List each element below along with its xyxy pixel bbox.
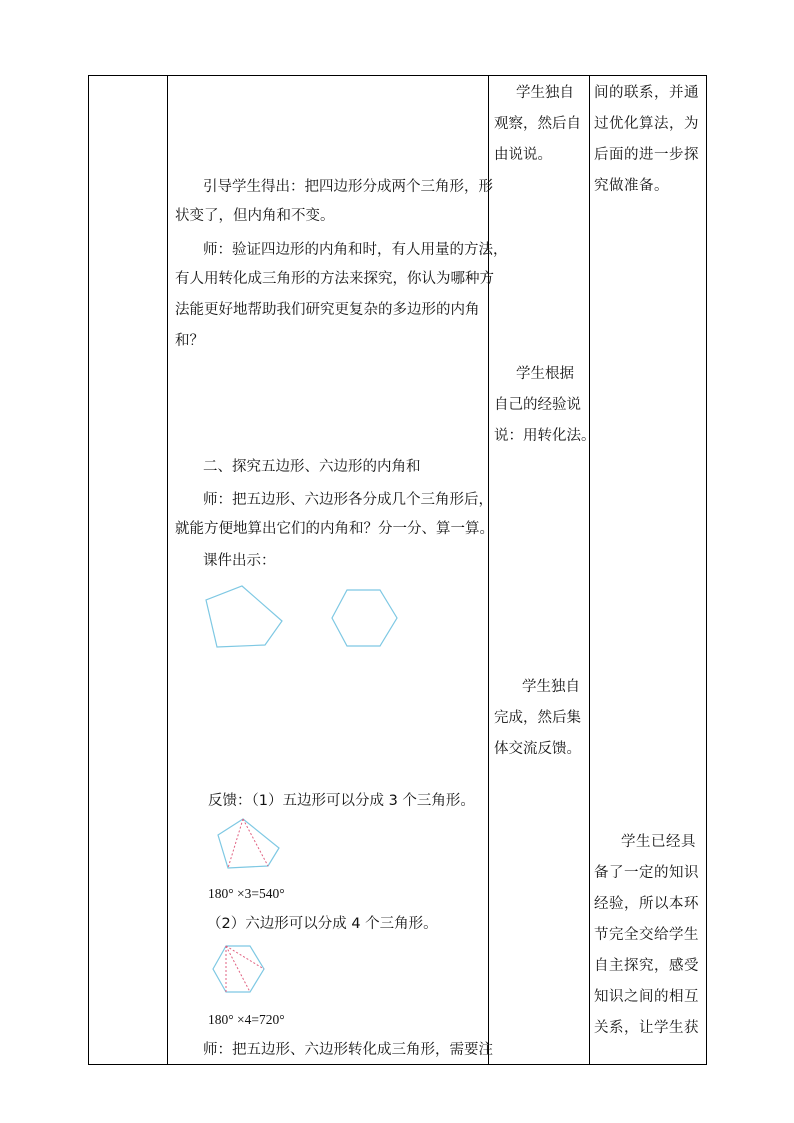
guide-line: 引导学生得出：把四边形分成两个三角形，形 — [203, 179, 493, 195]
pentagon-figure — [200, 580, 290, 655]
design-intent-line: 学生已经具 — [621, 834, 696, 850]
column-divider — [488, 76, 489, 1064]
student-activity-line: 体交流反馈。 — [494, 741, 581, 757]
design-intent-line: 节完全交给学生 — [594, 927, 699, 943]
design-intent-line: 间的联系，并通 — [594, 85, 699, 101]
teacher-line: 师：把五边形、六边形各分成几个三角形后， — [203, 492, 493, 508]
feedback-line: 反馈：（1）五边形可以分成 3 个三角形。 — [208, 793, 475, 809]
teacher-line: 就能方便地算出它们的内角和？分一分、算一算。 — [175, 521, 494, 537]
design-intent-line: 自主探究，感受 — [594, 958, 699, 974]
design-intent-line: 知识之间的相互 — [594, 989, 699, 1005]
student-activity-line: 说：用转化法。 — [494, 428, 596, 444]
formula-pentagon: 180° ×3=540° — [208, 886, 285, 901]
student-activity-line: 由说说。 — [494, 147, 552, 163]
pentagon-divided-figure — [213, 815, 285, 873]
hexagon-divided-figure — [208, 940, 270, 998]
design-intent-line: 过优化算法，为 — [594, 116, 699, 132]
guide-line: 状变了，但内角和不变。 — [175, 208, 335, 224]
column-divider — [589, 76, 590, 1064]
student-activity-line: 完成，然后集 — [494, 710, 581, 726]
teacher-line: 法能更好地帮助我们研究更复杂的多边形的内角 — [175, 302, 480, 318]
section-title: 二、探究五边形、六边形的内角和 — [203, 459, 421, 475]
teacher-line: 师：把五边形、六边形转化成三角形，需要注 — [203, 1042, 493, 1058]
student-activity-line: 学生独自 — [516, 85, 574, 101]
design-intent-line: 经验，所以本环 — [594, 896, 699, 912]
student-activity-line: 学生独自 — [522, 679, 580, 695]
student-activity-line: 观察，然后自 — [494, 116, 581, 132]
design-intent-line: 关系，让学生获 — [594, 1020, 699, 1036]
feedback-line: （2）六边形可以分成 4 个三角形。 — [207, 916, 438, 932]
courseware-label: 课件出示： — [203, 553, 276, 569]
hexagon-figure — [325, 584, 405, 654]
student-activity-line: 自己的经验说 — [494, 397, 581, 413]
design-intent-line: 究做准备。 — [594, 178, 669, 194]
column-divider — [167, 76, 168, 1064]
formula-hexagon: 180° ×4=720° — [208, 1012, 285, 1027]
design-intent-line: 后面的进一步探 — [594, 147, 699, 163]
teacher-line: 和？ — [175, 333, 204, 349]
design-intent-line: 备了一定的知识 — [594, 865, 699, 881]
teacher-line: 有人用转化成三角形的方法来探究，你认为哪种方 — [175, 271, 494, 287]
student-activity-line: 学生根据 — [516, 366, 574, 382]
teacher-line: 师：验证四边形的内角和时，有人用量的方法， — [203, 242, 508, 258]
